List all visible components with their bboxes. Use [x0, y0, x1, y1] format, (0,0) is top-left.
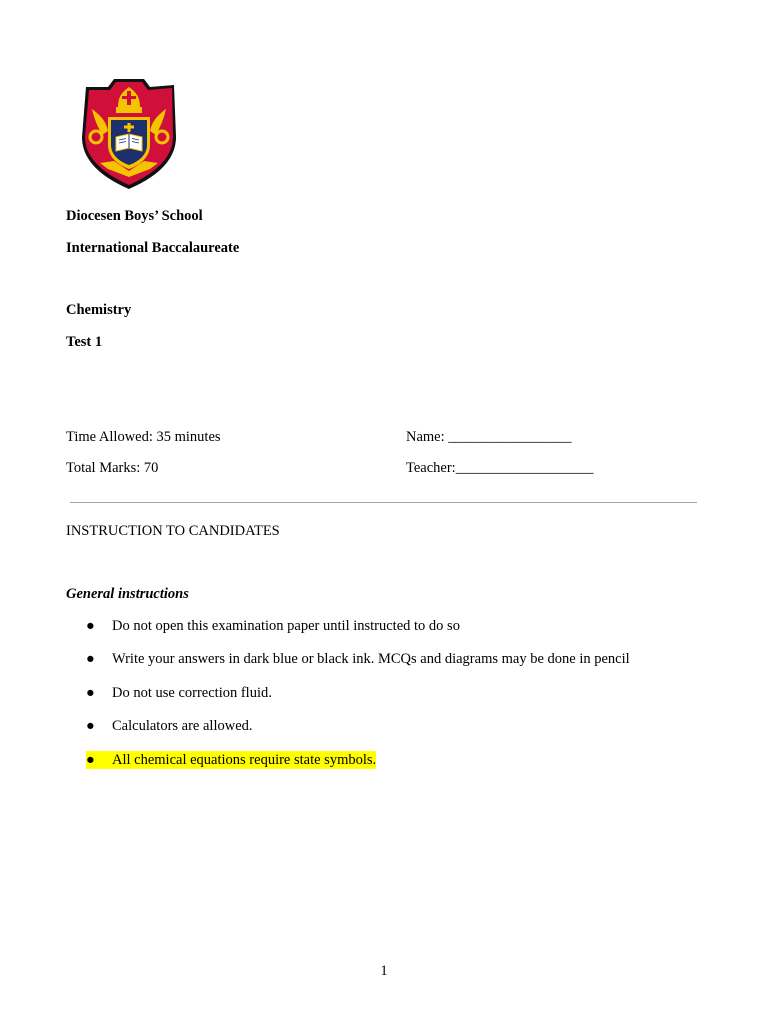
list-item-highlighted — [86, 751, 376, 769]
name-field[interactable]: Name: _________________ — [406, 429, 572, 445]
bullet-icon: ● — [86, 752, 95, 768]
list-item-text: All chemical equations require state symbols. — [112, 752, 377, 768]
divider — [70, 502, 697, 503]
list-item-text: Calculators are allowed. — [112, 718, 253, 734]
list-item-text: Do not use correction fluid. — [112, 685, 272, 701]
time-allowed: Time Allowed: 35 minutes — [66, 429, 221, 445]
general-instructions-heading: General instructions — [66, 586, 189, 602]
list-item-text: Do not open this examination paper until instructed to do so — [112, 618, 460, 634]
teacher-field[interactable]: Teacher:___________________ — [406, 460, 594, 476]
list-item — [86, 717, 253, 735]
program-name: International Baccalaureate — [66, 240, 240, 256]
total-marks: Total Marks: 70 — [66, 460, 159, 476]
bullet-icon: ● — [86, 651, 95, 667]
school-name: Diocesen Boys’ School — [66, 208, 203, 224]
subject-title: Chemistry — [66, 302, 132, 318]
test-title: Test 1 — [66, 334, 103, 350]
list-item — [86, 684, 272, 702]
bullet-icon: ● — [86, 618, 95, 634]
instructions-heading: INSTRUCTION TO CANDIDATES — [66, 523, 280, 539]
page-number: 1 — [380, 963, 388, 979]
bullet-icon: ● — [86, 685, 95, 701]
list-item — [86, 617, 460, 635]
bullet-icon: ● — [86, 718, 95, 734]
list-item-text: Write your answers in dark blue or black ink. MCQs and diagrams may be done in pencil — [112, 651, 630, 667]
school-crest-icon — [78, 75, 180, 191]
list-item — [86, 650, 630, 668]
